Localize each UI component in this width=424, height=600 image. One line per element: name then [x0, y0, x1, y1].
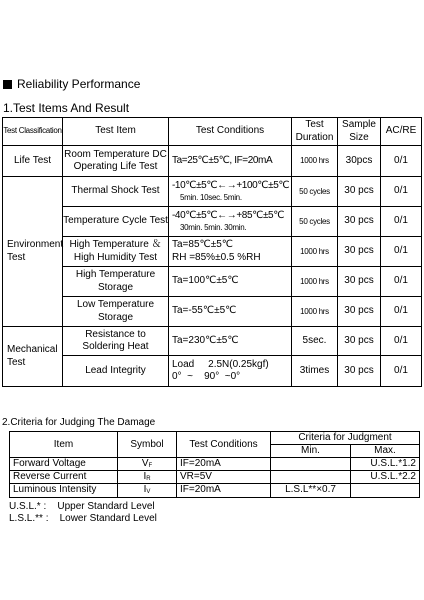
criteria-condition: IF=20mA — [177, 484, 271, 497]
life-test-sample: 30pcs — [338, 146, 381, 177]
mech-condition: Load 2.5N(0.25kgf) 0° ~ 90° ~0° — [169, 356, 292, 387]
env-condition: -10℃±5℃←→+100℃±5℃ 5min. 10sec. 5min. — [169, 177, 292, 207]
criteria-max: U.S.L.*2.2 — [351, 471, 420, 484]
env-sample: 30 pcs — [338, 297, 381, 327]
life-test-duration: 1000 hrs — [292, 146, 338, 177]
header-item: Test Item — [63, 118, 169, 146]
criteria-item: Forward Voltage — [10, 458, 118, 471]
env-condition: Ta=85℃±5℃ RH =85%±0.5 %RH — [169, 237, 292, 267]
criteria-min: L.S.L**×0.7 — [271, 484, 351, 497]
mech-condition: Ta=230℃±5℃ — [169, 327, 292, 356]
table-row — [3, 297, 422, 327]
env-condition: -40℃±5℃←→+85℃±5℃ 30min. 5min. 30min. — [169, 207, 292, 237]
criteria-header-max: Max. — [351, 445, 420, 458]
header-classification: Test Classification — [3, 118, 63, 146]
env-condition: Ta=100℃±5℃ — [169, 267, 292, 297]
mech-acre: 0/1 — [381, 356, 422, 387]
criteria-symbol: IV — [118, 484, 177, 497]
mech-duration: 3times — [292, 356, 338, 387]
criteria-symbol: VF — [118, 458, 177, 471]
heading-text: Reliability Performance — [17, 77, 141, 91]
env-duration: 50 cycles — [292, 207, 338, 237]
mech-acre: 0/1 — [381, 327, 422, 356]
table-row — [3, 177, 422, 207]
header-sample: Sample Size — [338, 118, 381, 146]
mech-duration: 5sec. — [292, 327, 338, 356]
env-item: Low Temperature Storage — [63, 297, 169, 327]
table-row — [3, 267, 422, 297]
life-test-condition: Ta=25℃±5℃, IF=20mA — [169, 146, 292, 177]
table-row — [3, 237, 422, 267]
header-conditions: Test Conditions — [169, 118, 292, 146]
table-header-row — [3, 118, 422, 146]
env-acre: 0/1 — [381, 207, 422, 237]
bullet-square-icon — [3, 80, 12, 89]
header-duration: Test Duration — [292, 118, 338, 146]
env-duration: 1000 hrs — [292, 267, 338, 297]
env-item: Temperature Cycle Test — [63, 207, 169, 237]
criteria-min — [271, 471, 351, 484]
table-row — [3, 356, 422, 387]
env-sample: 30 pcs — [338, 267, 381, 297]
table-row — [10, 471, 420, 484]
env-duration: 1000 hrs — [292, 297, 338, 327]
env-acre: 0/1 — [381, 237, 422, 267]
criteria-max: U.S.L.*1.2 — [351, 458, 420, 471]
env-sample: 30 pcs — [338, 237, 381, 267]
criteria-item: Luminous Intensity — [10, 484, 118, 497]
env-acre: 0/1 — [381, 177, 422, 207]
criteria-symbol: IR — [118, 471, 177, 484]
environment-test-class: Environment Test — [3, 177, 63, 327]
env-item: Thermal Shock Test — [63, 177, 169, 207]
criteria-header-min: Min. — [271, 445, 351, 458]
table-row — [10, 484, 420, 497]
table-row — [3, 207, 422, 237]
mech-item: Lead Integrity — [63, 356, 169, 387]
lsl-note: L.S.L.** : Lower Standard Level — [9, 513, 157, 524]
section-heading — [3, 77, 140, 91]
mechanical-test-class: Mechanical Test — [3, 327, 63, 387]
criteria-header-conditions: Test Conditions — [177, 432, 271, 458]
env-acre: 0/1 — [381, 267, 422, 297]
life-test-acre: 0/1 — [381, 146, 422, 177]
life-test-class: Life Test — [3, 146, 63, 177]
criteria-header-symbol: Symbol — [118, 432, 177, 458]
criteria-header-judgment: Criteria for Judgment — [271, 432, 420, 445]
env-acre: 0/1 — [381, 297, 422, 327]
mech-sample: 30 pcs — [338, 356, 381, 387]
env-duration: 50 cycles — [292, 177, 338, 207]
criteria-condition: VR=5V — [177, 471, 271, 484]
header-acre: AC/RE — [381, 118, 422, 146]
section1-title: 1.Test Items And Result — [3, 101, 130, 115]
table-row — [3, 146, 422, 177]
mech-sample: 30 pcs — [338, 327, 381, 356]
criteria-table — [9, 431, 420, 498]
test-items-table — [2, 117, 422, 387]
usl-note: U.S.L.* : Upper Standard Level — [9, 501, 155, 512]
table-row — [3, 327, 422, 356]
life-test-item: Room Temperature DC Operating Life Test — [63, 146, 169, 177]
section2-title: 2.Criteria for Judging The Damage — [2, 417, 156, 428]
criteria-header-row — [10, 432, 420, 445]
criteria-max — [351, 484, 420, 497]
env-duration: 1000 hrs — [292, 237, 338, 267]
mech-item: Resistance to Soldering Heat — [63, 327, 169, 356]
criteria-condition: IF=20mA — [177, 458, 271, 471]
table-row — [10, 458, 420, 471]
criteria-min — [271, 458, 351, 471]
env-sample: 30 pcs — [338, 207, 381, 237]
env-item: High Temperature Storage — [63, 267, 169, 297]
criteria-header-item: Item — [10, 432, 118, 458]
env-condition: Ta=-55℃±5℃ — [169, 297, 292, 327]
criteria-item: Reverse Current — [10, 471, 118, 484]
env-sample: 30 pcs — [338, 177, 381, 207]
env-item: High Temperature ＆ High Humidity Test — [63, 237, 169, 267]
